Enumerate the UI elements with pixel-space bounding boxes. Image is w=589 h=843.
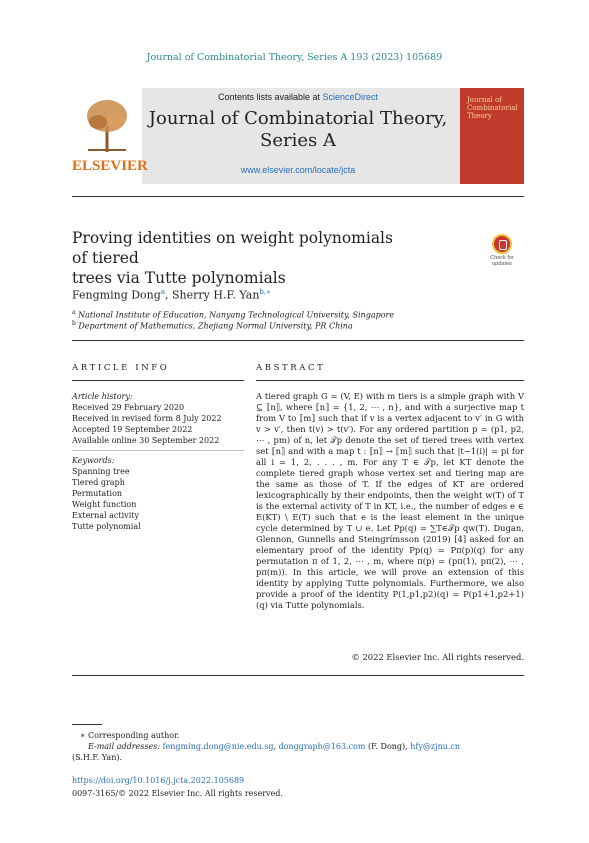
email-label: E-mail addresses: [88,742,163,751]
article-history [72,391,244,446]
check-updates-label-line2: updates [492,261,512,267]
email-link-dong-163[interactable]: donggraph@163.com [278,742,366,751]
email-addresses [88,741,524,752]
paper-title-line2: trees via Tutte polynomials [72,269,286,287]
abstract-divider [256,380,524,381]
author-separator: , [165,288,172,302]
author-dong[interactable]: Fengming Dong [72,288,161,302]
keywords-label: Keywords: [72,456,115,465]
check-updates-label [482,255,522,267]
affiliation-b [72,320,353,331]
affiliation-a-mark: a [72,309,76,316]
keyword-item: Tutte polynomial [72,522,141,531]
journal-title-line1: Journal of Combinatorial Theory, [148,108,448,129]
keywords-list [72,455,244,532]
contents-prefix: Contents lists available at [217,92,323,102]
keyword-item: Spanning tree [72,467,130,476]
keyword-item: External activity [72,511,139,520]
journal-title [142,108,454,152]
history-label: Article history: [72,392,133,401]
journal-homepage-link[interactable]: www.elsevier.com/locate/jcta [240,165,356,175]
affiliation-b-text: Department of Mathematics, Zhejiang Normal University, PR China [78,321,353,331]
affiliation-b-mark: b [72,320,76,327]
history-item: Received 29 February 2020 [72,403,185,412]
check-updates-label-line1: Check for [490,255,514,261]
journal-cover-thumbnail[interactable] [460,88,524,184]
author-dong-affil-mark[interactable]: a [160,288,165,296]
cover-title: Journal of Combinatorial Theory [467,96,518,120]
check-for-updates-badge[interactable] [482,234,522,268]
abstract-heading: ABSTRACT [256,363,326,373]
email-link-yan[interactable]: hfy@zjnu.cn [410,742,461,751]
affiliation-a-text: National Institute of Education, Nanyang Technological University, Singapore [78,310,395,320]
keywords-divider [72,450,244,451]
keyword-item: Tiered graph [72,478,125,487]
history-item: Accepted 19 September 2022 [72,425,193,434]
paper-title-line1: Proving identities on weight polynomials of tiered [72,229,393,267]
footnote-rule [72,724,102,725]
article-info-divider [72,380,244,381]
abstract-body: A tiered graph G = (V, E) with m tiers is a simple graph with V ⊆ ⟦n⟧, where ⟦n⟧ = {1, 2, ⋯ , n}, and with a surjective map t from V to ⟦m⟧ such that if v is a vertex adjacent to v′ in G with v > v′, then t(v) > t(v′). For any ordered partition p = (p1, p2, ⋯ , pm) of n, let 𝒯p denote the set of tiered trees with vertex set ⟦n⟧ and with a map t : ⟦n⟧ → ⟦m⟧ such that |t−1(i)| = pi for all i = 1, 2, . . . , m. For any T ∈ 𝒯p, let KT denote the complete tiered graph whose vertex set and tiering map are the same as those of T. If the edges of KT are ordered lexicographically by their endpoints, then the weight w(T) of T is the external activity of T in KT, i.e., the number of edges e ∈ E(KT) \ E(T) such that e is the least element in the unique cycle determined by T ∪ e. Let Pp(q) = ∑T∈𝒯p qw(T). Dugan, Glennon, Gunnells and Steingrímsson (2019) [4] asked for an elementary proof of the identity Pp(q) = Pπ(p)(q) for any permutation π of 1, 2, ⋯ , m, where π(p) = (pπ(1), pπ(2), ⋯ , pπ(m)). In this article, we will prove an extension of this identity by applying Tutte polynomials. Furthermore, we also provide a proof of the identity P(1,p1,p2)(q) = P(p1+1,p2+1)(q) via Tutte polynomials. [256,391,524,610]
author-yan-affil-mark[interactable]: b,∗ [259,288,271,296]
abstract-bottom-divider [72,675,524,676]
author-yan[interactable]: Sherry H.F. Yan [172,288,260,302]
email-owner-dong: (F. Dong), [365,742,411,751]
corresponding-author-note: ∗ Corresponding author. [80,731,180,740]
email-separator: , [273,742,279,751]
history-item: Received in revised form 8 July 2022 [72,414,222,423]
author-list [72,288,271,302]
doi-link[interactable]: https://doi.org/10.1016/j.jcta.2022.105689 [72,776,245,785]
contents-line [142,92,454,102]
abstract-copyright: © 2022 Elsevier Inc. All rights reserved. [351,652,524,662]
keyword-item: Weight function [72,500,137,509]
header-divider [72,340,524,341]
issn-copyright: 0097-3165/© 2022 Elsevier Inc. All rights reserved. [72,789,283,798]
article-info-heading: ARTICLE INFO [72,363,170,373]
history-item: Available online 30 September 2022 [72,436,220,445]
sciencedirect-link[interactable]: ScienceDirect [322,92,379,102]
elsevier-tree-icon [82,96,132,154]
email-link-dong-nie[interactable]: fengming.dong@nie.edu.sg [162,742,274,751]
paper-title [72,228,402,288]
check-updates-icon [492,234,512,254]
journal-reference[interactable]: Journal of Combinatorial Theory, Series A 193 (2023) 105689 [146,52,443,63]
publisher-wordmark: ELSEVIER [72,158,148,174]
affiliation-a [72,309,394,320]
email-owner-yan: (S.H.F. Yan). [72,753,123,762]
masthead-divider [72,196,524,197]
journal-title-line2: Series A [260,130,336,151]
elsevier-logo[interactable] [72,88,148,184]
keyword-item: Permutation [72,489,123,498]
